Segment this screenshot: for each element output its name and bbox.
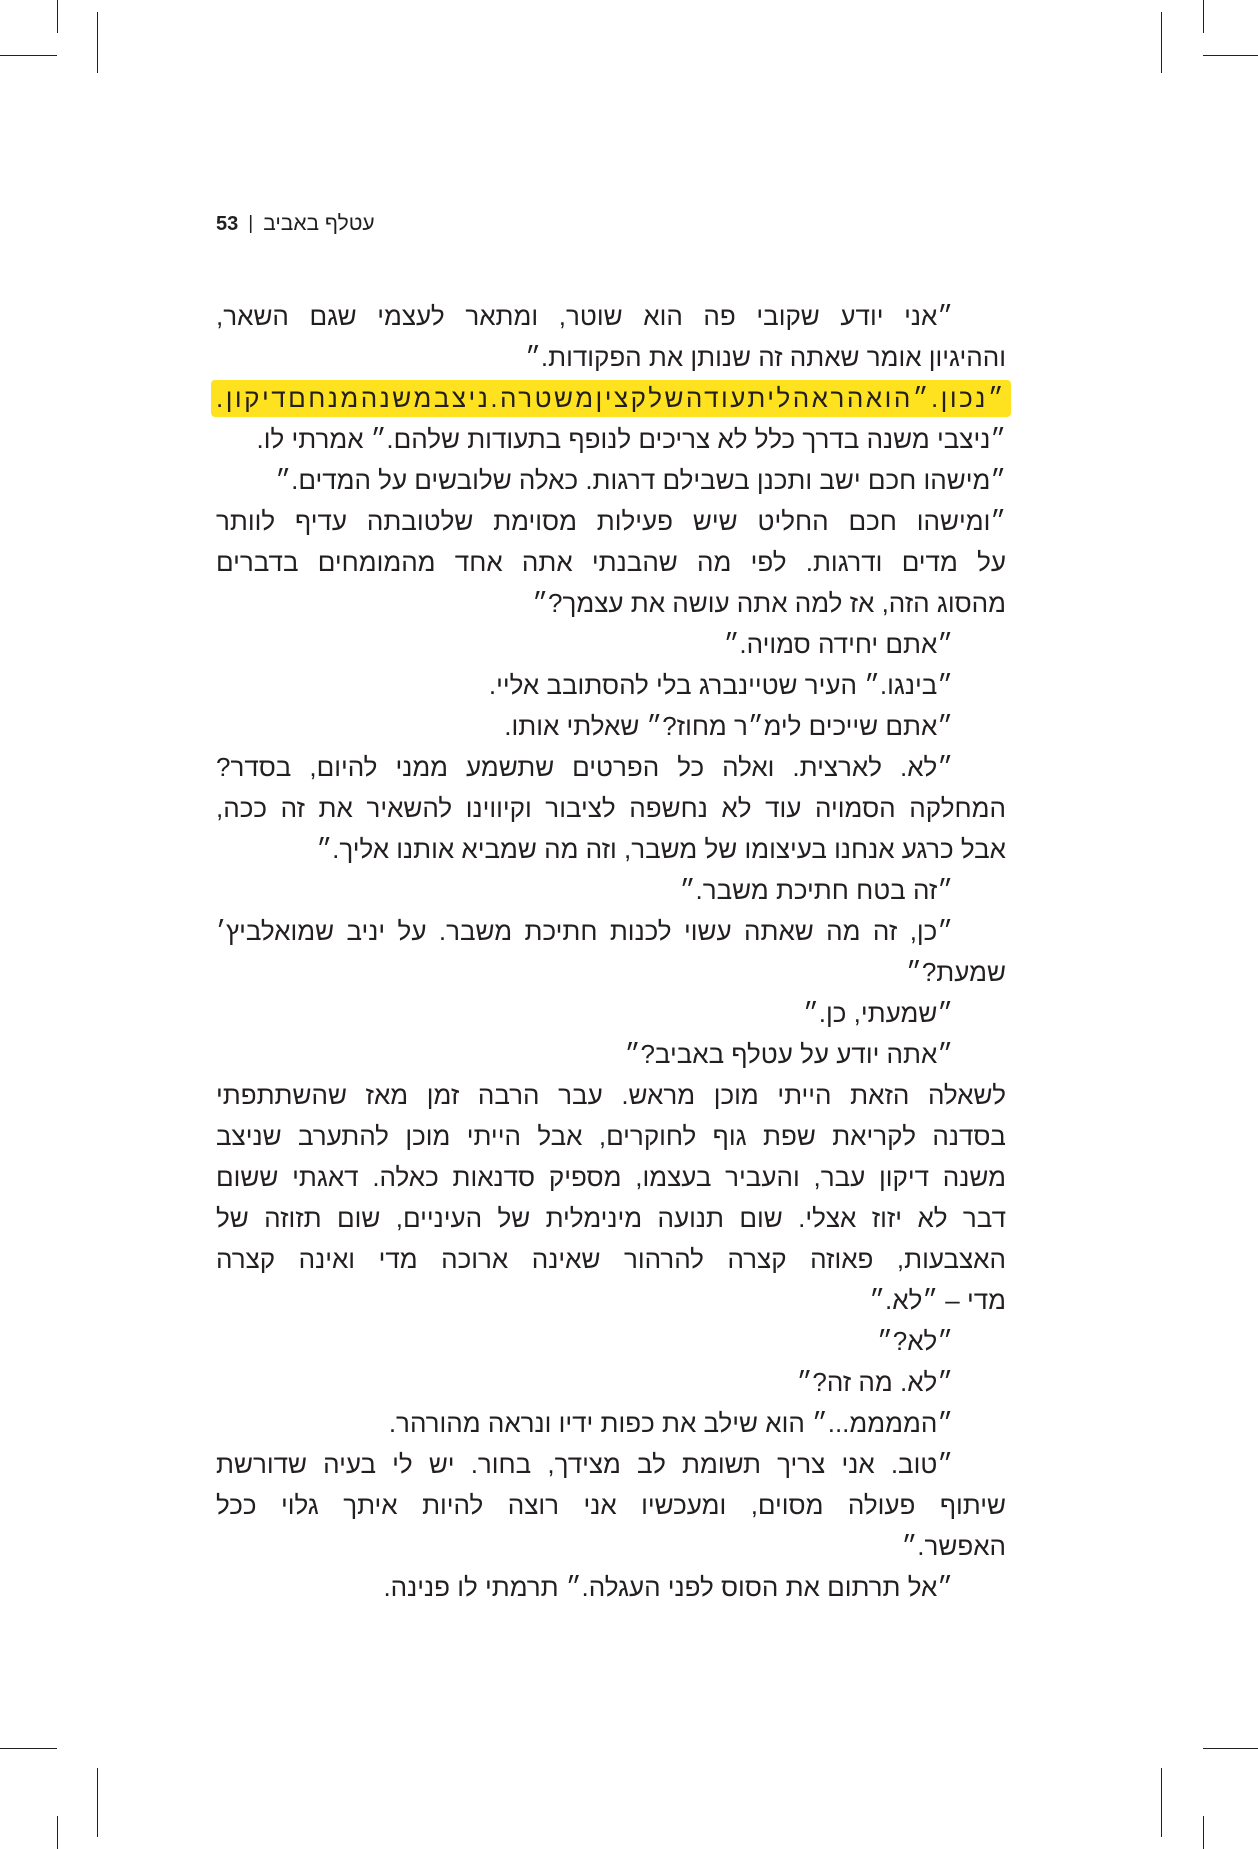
crop-mark	[97, 1768, 98, 1837]
text-line-content: ״מישהו חכם ישב ותכנן בשבילם דרגות. כאלה שלובשים על המדים.״	[275, 465, 1006, 495]
crop-mark	[57, 0, 58, 33]
text-line	[216, 747, 1006, 788]
text-line-content: בסדנה לקריאת שפת גוף לחוקרים, אבל הייתי מוכן להתערב שניצב	[216, 1121, 1006, 1151]
text-line-content: אבל כרגע אנחנו בעיצומו של משבר, וזה מה שמביא אותנו אליך.״	[316, 834, 1006, 864]
text-line	[216, 419, 1006, 460]
text-line	[216, 1198, 1006, 1239]
crop-mark	[0, 1748, 57, 1749]
text-line-content: ״אל תרתום את הסוס לפני העגלה.״ תרמתי לו פנינה.	[383, 1572, 953, 1602]
page-number: 53	[216, 213, 239, 235]
text-line	[216, 296, 1006, 337]
text-line-content: ״לא. לארצית. ואלה כל הפרטים שתשמע ממני להיום, בסדר?	[216, 752, 953, 782]
text-line	[216, 1075, 1006, 1116]
crop-mark	[57, 1816, 58, 1849]
text-line-content: ״אני יודע שקובי פה הוא שוטר, ומתאר לעצמי שגם השאר,	[216, 301, 953, 331]
crop-mark	[97, 12, 98, 73]
text-line-content: המחלקה הסמויה עוד לא נחשפה לציבור וקיווינו להשאיר את זה ככה,	[216, 793, 1006, 823]
text-line	[216, 993, 1006, 1034]
body-text	[216, 296, 1006, 1608]
text-line	[216, 1116, 1006, 1157]
text-line-content: ״שמעתי, כן.״	[803, 998, 953, 1028]
text-line-content: האפשר.״	[901, 1531, 1006, 1561]
text-line-content: ״לא. מה זה?״	[796, 1367, 953, 1397]
crop-mark	[1203, 1816, 1204, 1849]
crop-mark	[1203, 0, 1204, 33]
text-line	[216, 911, 1006, 952]
header-separator: |	[248, 213, 254, 234]
text-line-content: ״כן, זה מה שאתה עשוי לכנות חתיכת משבר. על יניב שמואלביץ׳	[216, 916, 953, 946]
text-line-content: ״ומישהו חכם החליט שיש פעילות מסוימת שלטובתה עדיף לוותר	[216, 506, 1006, 536]
highlighted-text: ״נכון.״הואהראהליתעודהשלקציןמשטרה.ניצבמשנהמנחםדיקון.	[216, 383, 1006, 413]
text-line	[216, 337, 1006, 378]
text-line	[216, 460, 1006, 501]
text-line-content: ״ניצבי משנה בדרך כלל לא צריכים לנופף בתעודות שלהם.״ אמרתי לו.	[256, 424, 1006, 454]
text-line-content: מדי – ״לא.״	[869, 1285, 1006, 1315]
running-header	[216, 210, 375, 238]
text-line	[216, 1157, 1006, 1198]
crop-mark	[1161, 12, 1162, 73]
text-line	[216, 1526, 1006, 1567]
text-line	[216, 1239, 1006, 1280]
text-line	[216, 870, 1006, 911]
text-line	[216, 1280, 1006, 1321]
text-line-content: ״הממממ...״ הוא שילב את כפות ידיו ונראה מהורהר.	[388, 1408, 953, 1438]
text-line-content: שמעת?״	[906, 957, 1006, 987]
text-line	[216, 1403, 1006, 1444]
text-line-content: ״לא?״	[877, 1326, 953, 1356]
crop-mark	[1161, 1768, 1162, 1837]
text-line-content: וההיגיון אומר שאתה זה שנותן את הפקודות.״	[525, 342, 1006, 372]
text-line	[216, 1485, 1006, 1526]
text-line	[216, 624, 1006, 665]
text-line	[216, 952, 1006, 993]
text-line-content: ״טוב. אני צריך תשומת לב מצידך, בחור. יש לי בעיה שדורשת	[216, 1449, 953, 1479]
text-line-content: האצבעות, פאוזה קצרה להרהור שאינה ארוכה מדי ואינה קצרה	[216, 1244, 1006, 1274]
text-line	[216, 665, 1006, 706]
text-line	[216, 1567, 1006, 1608]
text-line	[216, 542, 1006, 583]
running-title: עטלף באביב	[263, 212, 375, 235]
crop-mark	[1203, 1748, 1258, 1749]
text-line-content: ״אתה יודע על עטלף באביב?״	[624, 1039, 953, 1069]
text-line	[216, 1362, 1006, 1403]
crop-mark	[1203, 55, 1258, 56]
crop-mark	[0, 55, 57, 56]
text-line	[216, 583, 1006, 624]
text-line-content: ״זה בטח חתיכת משבר.״	[679, 875, 953, 905]
text-line-content: מהסוג הזה, אז למה אתה עושה את עצמך?״	[532, 588, 1006, 618]
highlighted-text-line	[211, 380, 1011, 417]
text-line-content: ״אתם יחידה סמויה.״	[723, 629, 953, 659]
text-line	[216, 1321, 1006, 1362]
text-line	[216, 1034, 1006, 1075]
text-line	[216, 706, 1006, 747]
text-line-content: לשאלה הזאת הייתי מוכן מראש. עבר הרבה זמן מאז שהשתתפתי	[216, 1080, 1006, 1110]
text-line-content: דבר לא יזוז אצלי. שום תנועה מינימלית של העיניים, שום תזוזה של	[216, 1203, 1006, 1233]
text-line-content: ״בינגו.״ העיר שטיינברג בלי להסתובב אליי.	[488, 670, 953, 700]
text-line-content: ״אתם שייכים לימ״ר מחוז?״ שאלתי אותו.	[504, 711, 953, 741]
text-line	[216, 829, 1006, 870]
text-line	[216, 788, 1006, 829]
text-line	[216, 1444, 1006, 1485]
text-line-content: על מדים ודרגות. לפי מה שהבנתי אתה אחד מהמומחים בדברים	[216, 547, 1006, 577]
text-line	[216, 501, 1006, 542]
text-line-content: שיתוף פעולה מסוים, ומעכשיו אני רוצה להיות איתך גלוי ככל	[216, 1490, 1006, 1520]
text-line-content: משנה דיקון עבר, והעביר בעצמו, מספיק סדנאות כאלה. דאגתי ששום	[216, 1162, 1006, 1192]
